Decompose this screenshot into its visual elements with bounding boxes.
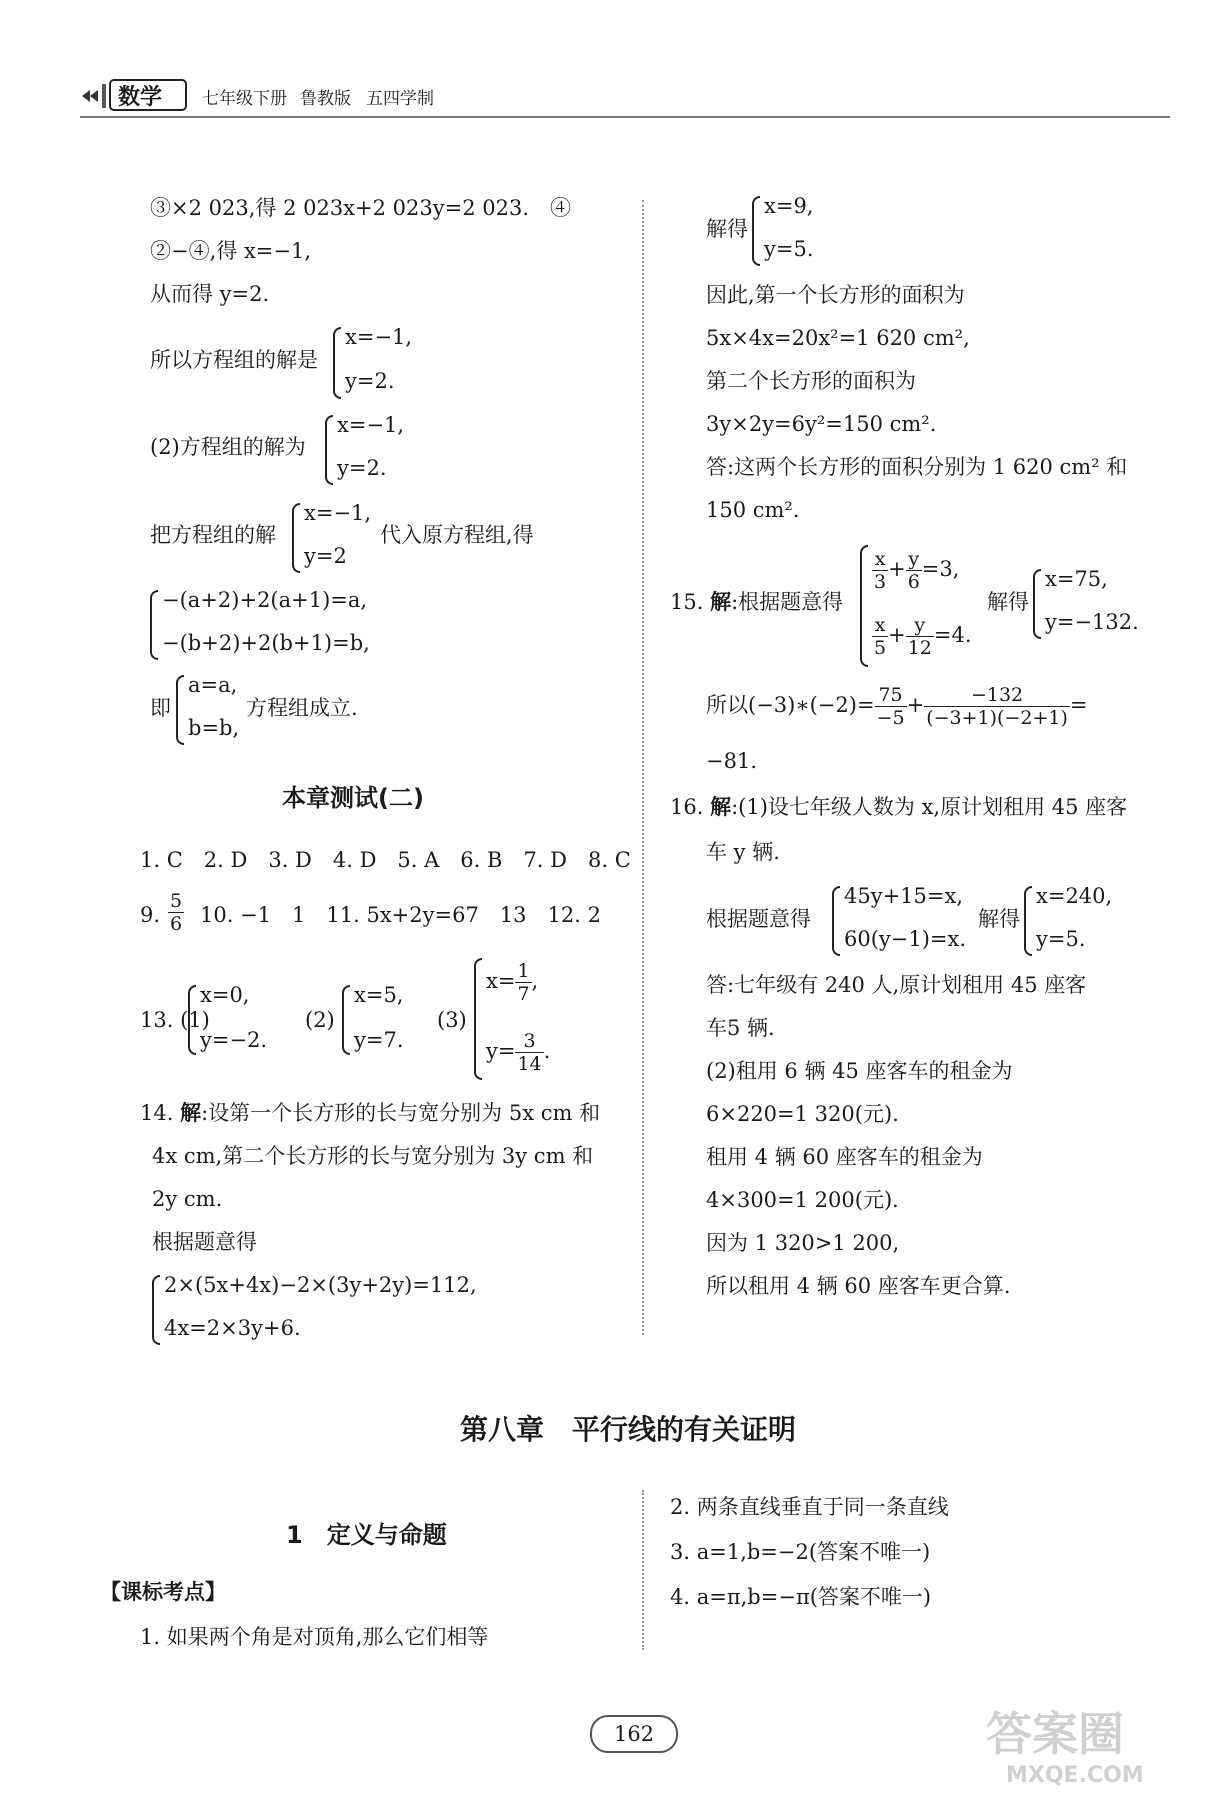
section-title: 1 定义与命题 xyxy=(286,1521,447,1549)
system-eq: x=−1, xyxy=(337,413,405,437)
fraction-denominator: 3 xyxy=(874,571,887,593)
brace xyxy=(1024,886,1032,956)
q16-line-6: 6×220=1 320(元). xyxy=(706,1102,899,1126)
brace xyxy=(150,590,158,660)
q15-line-3: −81. xyxy=(706,749,757,773)
q15-solve-label: 解得 xyxy=(987,590,1029,614)
system-eq: y=5. xyxy=(764,237,814,261)
q16-system-label: 根据题意得 xyxy=(706,907,811,931)
eq-punct: , xyxy=(531,969,539,993)
fraction-numerator: 75 xyxy=(875,684,907,707)
fraction xyxy=(515,960,531,1005)
plus: + xyxy=(888,623,906,647)
right-line-2: 因此,第一个长方形的面积为 xyxy=(706,283,965,307)
system-eq: y=2. xyxy=(337,456,387,480)
test-title: 本章测试(二) xyxy=(282,784,424,812)
page-number: 162 xyxy=(590,1715,678,1753)
fraction-numerator: x xyxy=(872,548,888,571)
system-eq: −(b+2)+2(b+1)=b, xyxy=(162,631,370,655)
system-eq: y=5. xyxy=(1036,927,1086,951)
q15-text: :根据题意得 xyxy=(731,590,844,614)
system-eq: x=9, xyxy=(764,194,814,218)
fraction-denominator: −5 xyxy=(876,707,905,729)
header-rule xyxy=(80,116,1170,118)
right-line-6: 答:这两个长方形的面积分别为 1 620 cm² 和 xyxy=(706,455,1128,479)
left-system-3-label: 把方程组的解 xyxy=(150,523,276,547)
fraction-numerator: y xyxy=(906,548,922,571)
q16-line-1 xyxy=(670,792,1127,822)
brace xyxy=(752,196,760,266)
system-eq-3b xyxy=(486,1030,550,1075)
system-eq: x=75, xyxy=(1045,567,1108,591)
fraction-denominator: 12 xyxy=(907,637,932,659)
q16-line-8: 4×300=1 200(元). xyxy=(706,1188,899,1212)
answer-4: 4. a=π,b=−π(答案不唯一) xyxy=(670,1585,932,1609)
q14-line-3: 2y cm. xyxy=(152,1187,223,1211)
watermark-graphic xyxy=(976,1700,1176,1790)
q16-line-2: 车 y 辆. xyxy=(706,840,780,864)
system-eq: 60(y−1)=x. xyxy=(844,927,967,951)
answer-13-part-2: (2) xyxy=(305,1008,335,1032)
q16-line-4: 车5 辆. xyxy=(706,1016,775,1040)
left-system-5-post: 方程组成立. xyxy=(246,696,358,720)
svg-text:MXQE.COM: MXQE.COM xyxy=(1006,1763,1144,1788)
header-edition: 鲁教版 xyxy=(300,89,351,109)
watermark-logo xyxy=(976,1700,1176,1794)
fraction-denominator: 14 xyxy=(517,1053,542,1075)
q16-line-10: 所以租用 4 辆 60 座客车更合算. xyxy=(706,1274,1011,1298)
fraction xyxy=(872,548,888,593)
system-eq-3a xyxy=(486,960,538,1005)
q15-line-2 xyxy=(706,684,1087,729)
answers-1-8: 1. C 2. D 3. D 4. D 5. A 6. B 7. D 8. C xyxy=(140,848,631,872)
fraction-numerator: 1 xyxy=(517,960,530,982)
answer-3: 3. a=1,b=−2(答案不唯一) xyxy=(670,1540,931,1564)
fraction-denominator: 6 xyxy=(170,913,183,935)
answer-9-label: 9. xyxy=(140,903,161,927)
answer-9-fraction xyxy=(168,890,184,935)
fraction xyxy=(924,684,1070,729)
fraction-numerator: x xyxy=(872,614,888,637)
eq-lhs: y= xyxy=(486,1039,516,1063)
curriculum-tag: 【课标考点】 xyxy=(100,1580,226,1604)
q16-solve-label: 解得 xyxy=(978,907,1020,931)
column-divider-bottom xyxy=(642,1490,644,1650)
fraction-denominator: 6 xyxy=(907,571,920,593)
answer-13-label: 13. (1) xyxy=(140,1008,210,1032)
q14-jie: 解 xyxy=(180,1100,202,1125)
header-system: 五四学制 xyxy=(366,89,434,109)
eq-rhs: =4. xyxy=(933,623,972,647)
system-eq: x=0, xyxy=(200,983,250,1007)
left-line-3: 从而得 y=2. xyxy=(150,282,270,306)
left-system-2-label: (2)方程组的解为 xyxy=(150,435,306,459)
left-system-1-label: 所以方程组的解是 xyxy=(150,348,318,372)
brace xyxy=(333,327,341,399)
fraction xyxy=(906,548,922,593)
q15-eq-1 xyxy=(872,548,959,593)
header-subject: 数学 xyxy=(118,85,163,110)
answer-13-part-3: (3) xyxy=(437,1008,467,1032)
q15-jie: 解 xyxy=(710,589,732,614)
right-line-3: 5x×4x=20x²=1 620 cm², xyxy=(706,326,970,350)
left-system-5-label: 即 xyxy=(150,696,171,720)
fraction-numerator: 5 xyxy=(170,890,183,912)
q14-line-2: 4x cm,第二个长方形的长与宽分别为 3y cm 和 xyxy=(152,1144,594,1168)
left-system-3-post: 代入原方程组,得 xyxy=(380,523,534,547)
fraction xyxy=(515,1030,543,1075)
brace xyxy=(860,545,868,667)
right-line-4: 第二个长方形的面积为 xyxy=(706,369,916,393)
fraction-denominator: 5 xyxy=(874,637,887,659)
brace xyxy=(152,1275,160,1345)
q15-eq-2 xyxy=(872,614,972,659)
fraction-denominator: 7 xyxy=(517,983,530,1005)
column-divider-top xyxy=(642,200,644,1335)
system-eq: −(a+2)+2(a+1)=a, xyxy=(162,588,368,612)
system-eq: a=a, xyxy=(188,673,238,697)
left-line-1: ③×2 023,得 2 023x+2 023y=2 023. ④ xyxy=(150,196,571,220)
plus: + xyxy=(906,693,925,717)
q15-number: 15. xyxy=(670,590,704,614)
q16-number: 16. xyxy=(670,795,704,819)
q14-line-4: 根据题意得 xyxy=(152,1230,257,1254)
q16-line-5: (2)租用 6 辆 45 座客车的租金为 xyxy=(706,1059,1013,1083)
right-solve-label: 解得 xyxy=(706,217,748,241)
q14-text: :设第一个长方形的长与宽分别为 5x cm 和 xyxy=(201,1101,601,1125)
fraction-denominator: (−3+1)(−2+1) xyxy=(926,707,1068,729)
answer-1: 1. 如果两个角是对顶角,那么它们相等 xyxy=(140,1625,489,1649)
brace xyxy=(325,415,333,485)
eq-rhs: =3, xyxy=(921,557,960,581)
system-eq: y=−2. xyxy=(200,1028,268,1052)
answers-10-12: 10. −1 1 11. 5x+2y=67 13 12. 2 xyxy=(200,903,601,927)
eq-lhs: x= xyxy=(486,969,516,993)
fraction xyxy=(872,614,888,659)
plus: + xyxy=(888,557,906,581)
brace xyxy=(1033,569,1041,639)
fraction-numerator: 3 xyxy=(515,1030,543,1053)
system-eq: x=−1, xyxy=(304,501,372,525)
q16-line-7: 租用 4 辆 60 座客车的租金为 xyxy=(706,1145,983,1169)
answer-2: 2. 两条直线垂直于同一条直线 xyxy=(670,1495,949,1519)
fraction-numerator: y xyxy=(906,614,934,637)
brace xyxy=(188,985,196,1055)
q15-expr: 所以(−3)∗(−2)= xyxy=(706,693,875,717)
header-grade: 七年级下册 xyxy=(202,89,287,109)
right-line-7: 150 cm². xyxy=(706,498,800,522)
system-eq: 4x=2×3y+6. xyxy=(164,1316,301,1340)
brace xyxy=(832,886,840,956)
chapter-title: 第八章 平行线的有关证明 xyxy=(460,1413,797,1446)
equals: = xyxy=(1069,693,1088,717)
system-eq: x=240, xyxy=(1036,884,1113,908)
fraction xyxy=(906,614,934,659)
system-eq: b=b, xyxy=(188,716,240,740)
q16-jie: 解 xyxy=(710,794,732,819)
system-eq: 2×(5x+4x)−2×(3y+2y)=112, xyxy=(164,1273,477,1297)
q16-line-3: 答:七年级有 240 人,原计划租用 45 座客 xyxy=(706,973,1087,997)
q16-line-9: 因为 1 320>1 200, xyxy=(706,1231,900,1255)
q14-line-1 xyxy=(140,1098,600,1128)
svg-text:答案圈: 答案圈 xyxy=(986,1707,1124,1761)
left-line-2: ②−④,得 x=−1, xyxy=(150,239,312,263)
system-eq: y=7. xyxy=(354,1028,404,1052)
brace xyxy=(292,503,300,573)
system-eq: y=−132. xyxy=(1045,610,1139,634)
brace xyxy=(342,985,350,1055)
right-line-5: 3y×2y=6y²=150 cm². xyxy=(706,412,937,436)
system-eq: x=5, xyxy=(354,983,404,1007)
brace xyxy=(474,958,482,1080)
brace xyxy=(176,675,184,745)
q16-text: :(1)设七年级人数为 x,原计划租用 45 座客 xyxy=(731,795,1128,819)
system-eq: 45y+15=x, xyxy=(844,884,964,908)
q14-number: 14. xyxy=(140,1101,174,1125)
fraction xyxy=(875,684,907,729)
system-eq: x=−1, xyxy=(345,325,413,349)
system-eq: y=2. xyxy=(345,369,395,393)
system-eq: y=2 xyxy=(304,544,347,568)
eq-punct: . xyxy=(543,1039,551,1063)
fraction-numerator: −132 xyxy=(924,684,1070,707)
q15-line-1 xyxy=(670,587,843,617)
